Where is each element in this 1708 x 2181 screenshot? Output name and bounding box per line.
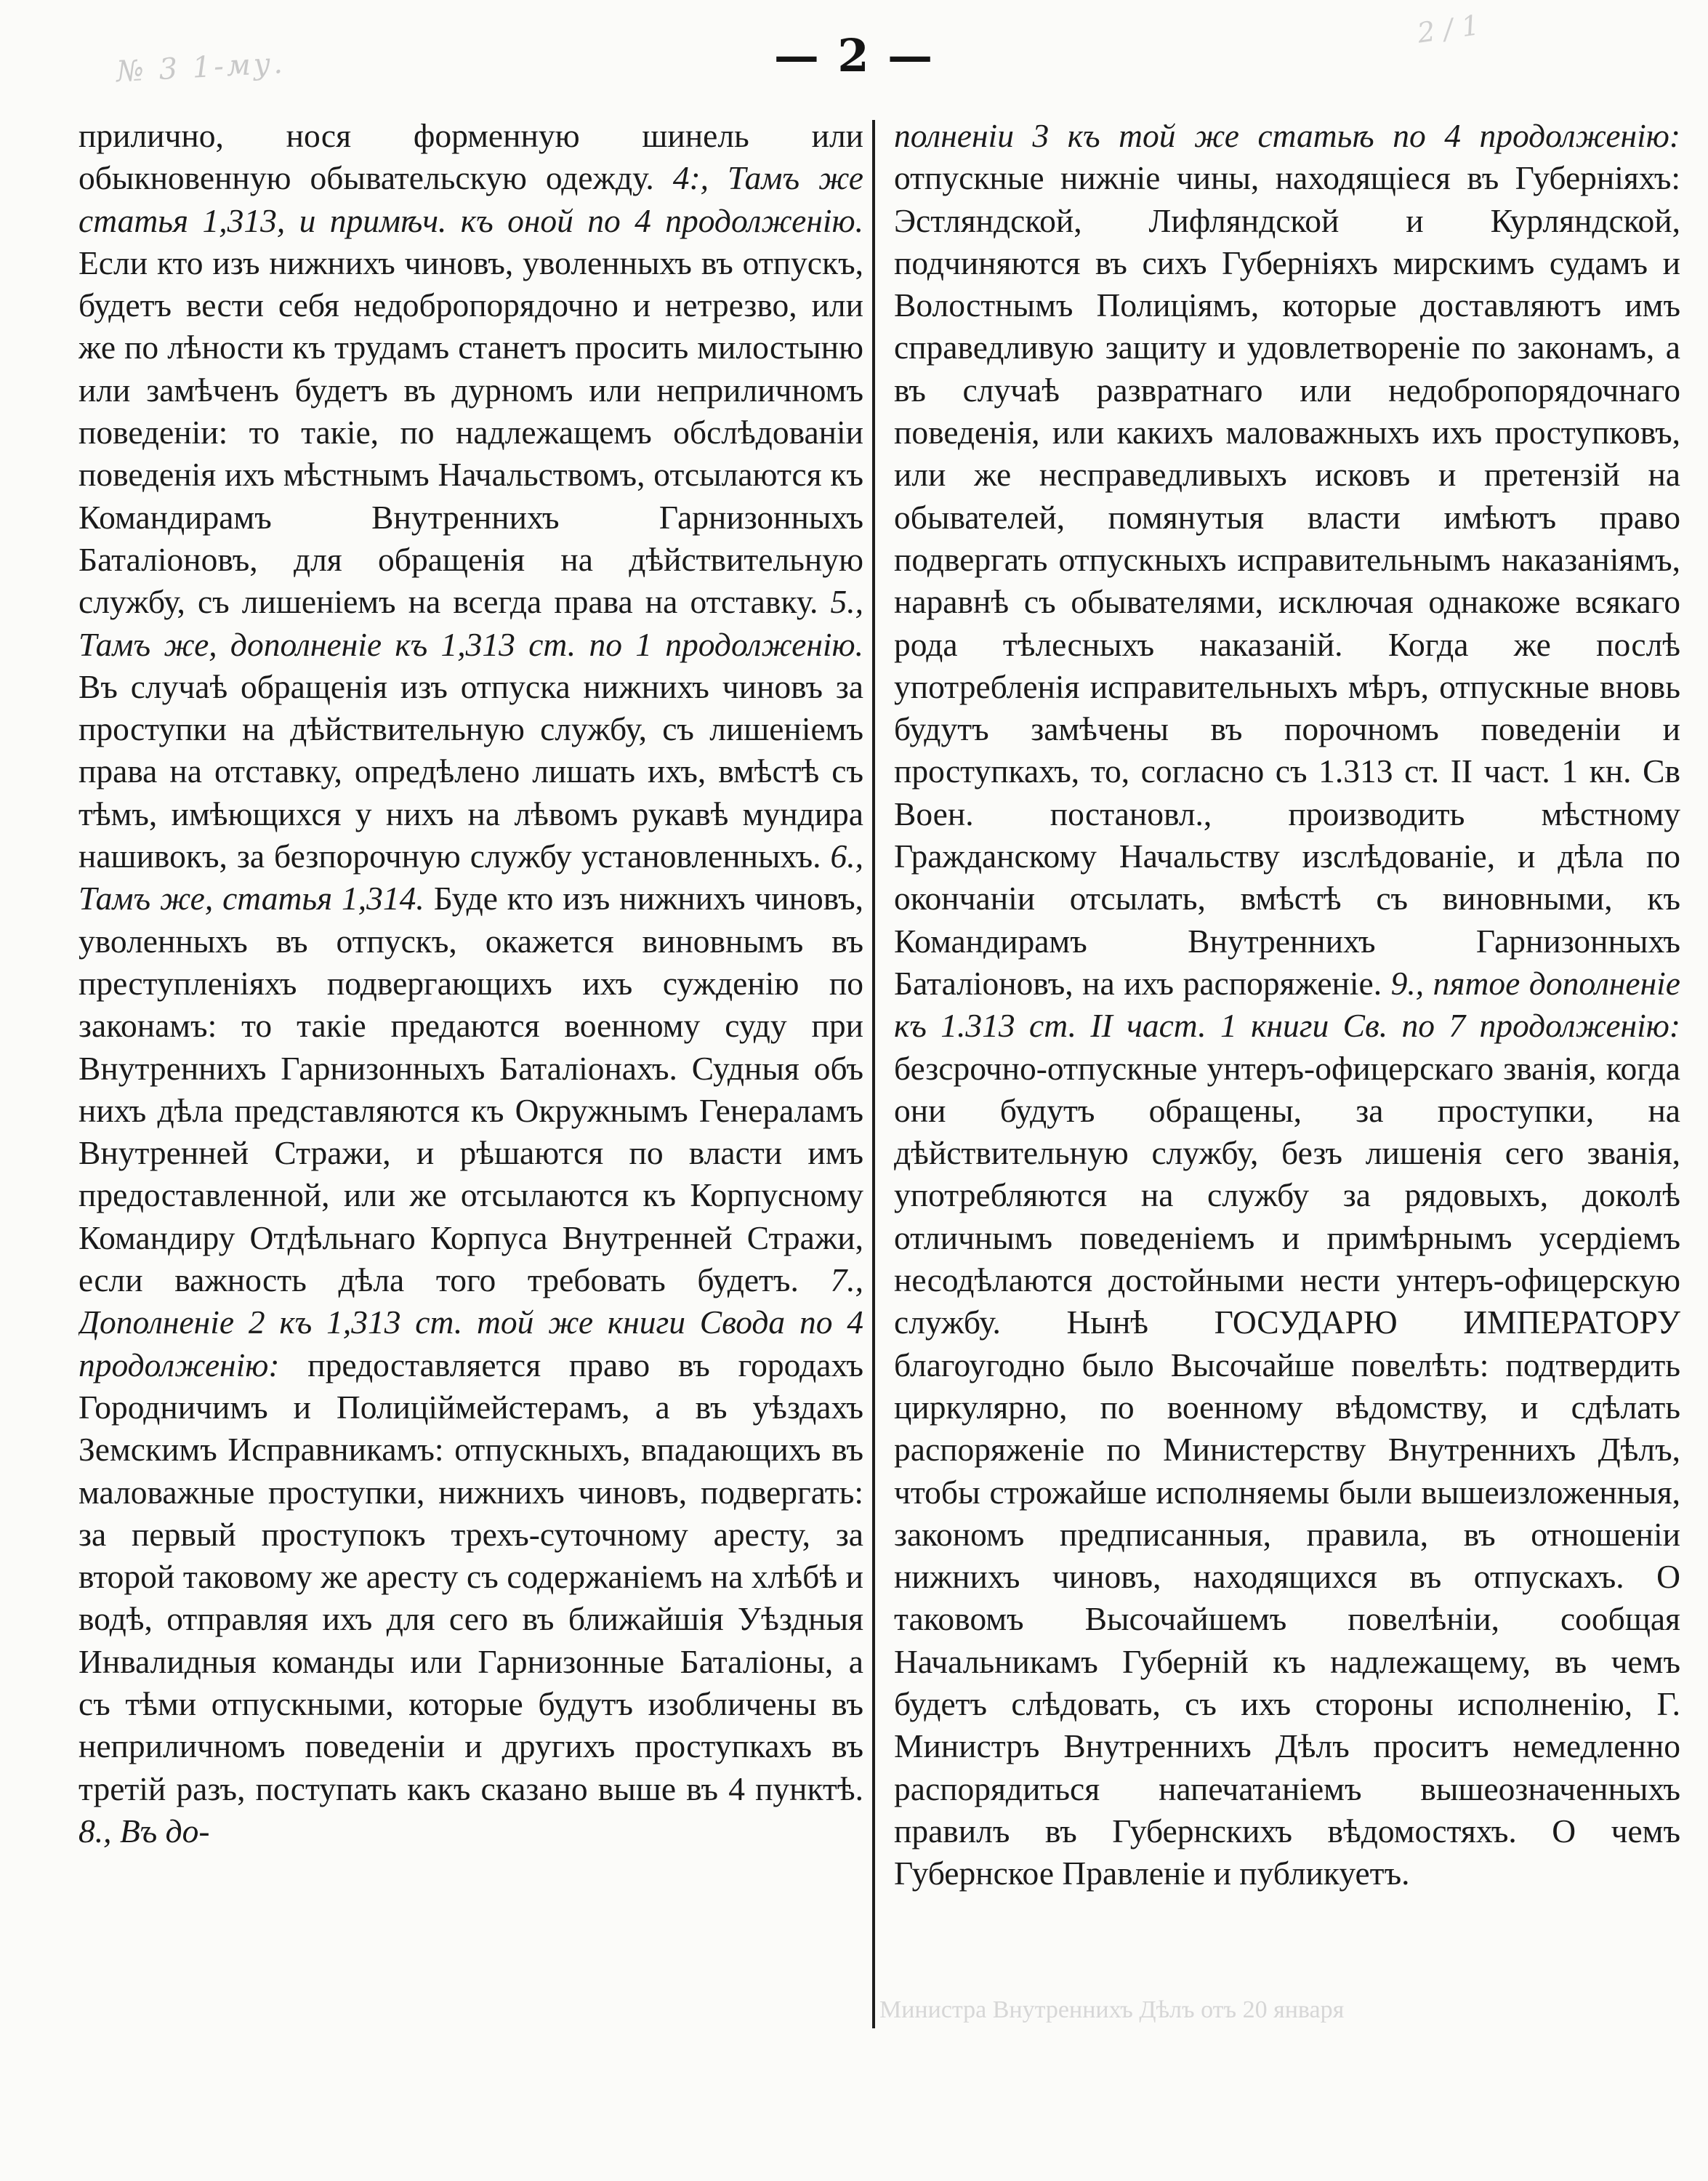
- law-reference: 9., пятое дополненіе къ 1.313 ст. II част. 1 книги Св. по 7 продолженію:: [894, 964, 1680, 1045]
- paragraph-text: предоставляется право въ городахъ Городничимъ и Полиціймейстерамъ, а въ уѣздахъ Земскимъ Исправникамъ: отпускныхъ, впадающихъ въ маловажные проступки, нижнихъ чиновъ, подвергать: за первый проступокъ трехъ-суточному аресту, за второй таковому же аресту съ содержаніемъ на хлѣбѣ и водѣ, отправляя ихъ для сего въ ближайшія Уѣздныя Инвалидныя команды или Гарнизонные Баталіоны, а съ тѣми отпускными, которые будутъ изобличены въ неприличномъ поведеніи и другихъ проступкахъ въ третій разъ, поступать какъ сказано выше въ 4 пунктѣ.: [78, 1346, 863, 1807]
- paragraph-text: прилично, нося форменную шинель или обыкновенную обывательскую одежду.: [78, 117, 863, 197]
- column-divider: [872, 120, 875, 2028]
- paragraph-text: Буде кто изъ нижнихъ чиновъ, уволенныхъ въ отпускъ, окажется виновнымъ въ преступленіяхъ подвергающихъ ихъ сужденію по законамъ: то такіе предаются военному суду при Внутреннихъ Гарнизонныхъ Баталіонахъ. Судныя объ нихъ дѣла представляются къ Окружнымъ Генераламъ Внутренней Стражи, и рѣшаются по власти имъ предоставленной, или же отсылаются къ Корпусному Командиру Отдѣльнаго Корпуса Внутренней Стражи, если важность дѣла того требовать будетъ.: [78, 880, 863, 1299]
- paragraph-text: Въ случаѣ обращенія изъ отпуска нижнихъ чиновъ за проступки на дѣйствительную службу, съ лишеніемъ права на отставку, опредѣлено лишать ихъ, вмѣстѣ съ тѣмъ, имѣющихся у нихъ на лѣвомъ рукавѣ мундира нашивокъ, за безпорочную службу установленныхъ.: [78, 667, 863, 875]
- paragraph-text: безсрочно-отпускные унтеръ-офицерскаго званія, когда они будутъ обращены, за проступки, на дѣйствительную службу, безъ лишенія сего званія, употребляются на службу за рядовыхъ, доколѣ отличнымъ поведеніемъ и примѣрнымъ усердіемъ несодѣлаются достойными нести унтеръ-офицерскую службу. Нынѣ ГОСУДАРЮ ИМПЕРАТОРУ благоугодно было Высочайше повелѣть: подтвердить циркулярно, по военному вѣдомству, и сдѣлать распоряженіе по Министерству Внутреннихъ Дѣлъ, чтобы строжайше исполняемы были вышеизложенныя, закономъ предписанныя, правила, въ отношеніи нижнихъ чиновъ, находящихся въ отпускахъ. О таковомъ Высочайшемъ повелѣніи, сообщая Начальникамъ Губерній къ надлежащему, въ чемъ будетъ слѣдовать, съ ихъ стороны исполненію, Г. Министръ Внутреннихъ Дѣлъ проситъ немедленно распорядиться напечатаніемъ вышеозначенныхъ правилъ въ Губернскихъ вѣдомостяхъ. О чемъ Губернское Правленіе и публикуетъ.: [894, 1049, 1680, 1892]
- left-column: [78, 115, 863, 1991]
- law-reference: 5., Тамъ же, дополненіе къ 1,313 ст. по 1 продолженію.: [78, 583, 863, 663]
- law-reference: 8., Въ до-: [78, 1812, 210, 1849]
- bleed-through-text: Министра Внутреннихъ Дѣлъ отъ 20 января: [879, 1996, 1345, 2023]
- law-reference: полненіи 3 къ той же статьѣ по 4 продолженію:: [894, 117, 1680, 154]
- paragraph-text: Если кто изъ нижнихъ чиновъ, уволенныхъ въ отпускъ, будетъ вести себя недобропорядочно и нетрезво, или же по лѣности къ трудамъ станетъ просить милостыню или замѣченъ будетъ въ дурномъ или неприличномъ поведеніи: то такіе, по надлежащемъ обслѣдованіи поведенія ихъ мѣстнымъ Начальствомъ, отсылаются къ Командирамъ Внутреннихъ Гарнизонныхъ Баталіоновъ, для обращенія на дѣйствительную службу, съ лишеніемъ на всегда права на отставку.: [78, 244, 863, 621]
- pencil-annotation-right: 2 / 1: [1415, 9, 1481, 49]
- left-column-text: [78, 115, 863, 1852]
- right-column-text: [894, 115, 1680, 1895]
- right-column: [894, 115, 1680, 1991]
- law-reference: 4:, Тамъ же статья 1,313, и примѣч. къ оной по 4 продолженію.: [78, 159, 863, 239]
- pencil-annotation: № 3 1-му.: [115, 46, 286, 89]
- page-number: — 2 —: [773, 29, 935, 82]
- law-reference: 7., Дополненіе 2 къ 1,313 ст. той же книги Свода по 4 продолженію:: [78, 1261, 863, 1383]
- law-reference: 6., Тамъ же, статья 1,314.: [78, 838, 863, 917]
- paragraph-text: отпускные нижніе чины, находящіеся въ Губерніяхъ: Эстляндской, Лифляндской и Курляндской, подчиняются въ сихъ Губерніяхъ мирскимъ судамъ и Волостнымъ Полиціямъ, которые доставляютъ имъ справедливую защиту и удовлетвореніе по законамъ, а въ случаѣ развратнаго или недобропорядочнаго поведенія, или какихъ маловажныхъ ихъ проступковъ, или же несправедливыхъ исковъ и претензій на обывателей, помянутыя власти имѣютъ право подвергать отпускныхъ исправительнымъ наказаніямъ, наравнѣ съ обывателями, исключая однакоже всякаго рода тѣлесныхъ наказаній. Когда же послѣ употребленія исправительныхъ мѣръ, отпускные вновь будутъ замѣчены въ порочномъ поведеніи и проступкахъ, то, согласно съ 1.313 ст. II част. 1 кн. Св Воен. постановл., производить мѣстному Гражданскому Начальству изслѣдованіе, и дѣла по окончаніи отсылать, вмѣстѣ съ виновными, къ Командирамъ Внутреннихъ Гарнизонныхъ Баталіоновъ, на ихъ распоряженіе.: [894, 159, 1680, 1002]
